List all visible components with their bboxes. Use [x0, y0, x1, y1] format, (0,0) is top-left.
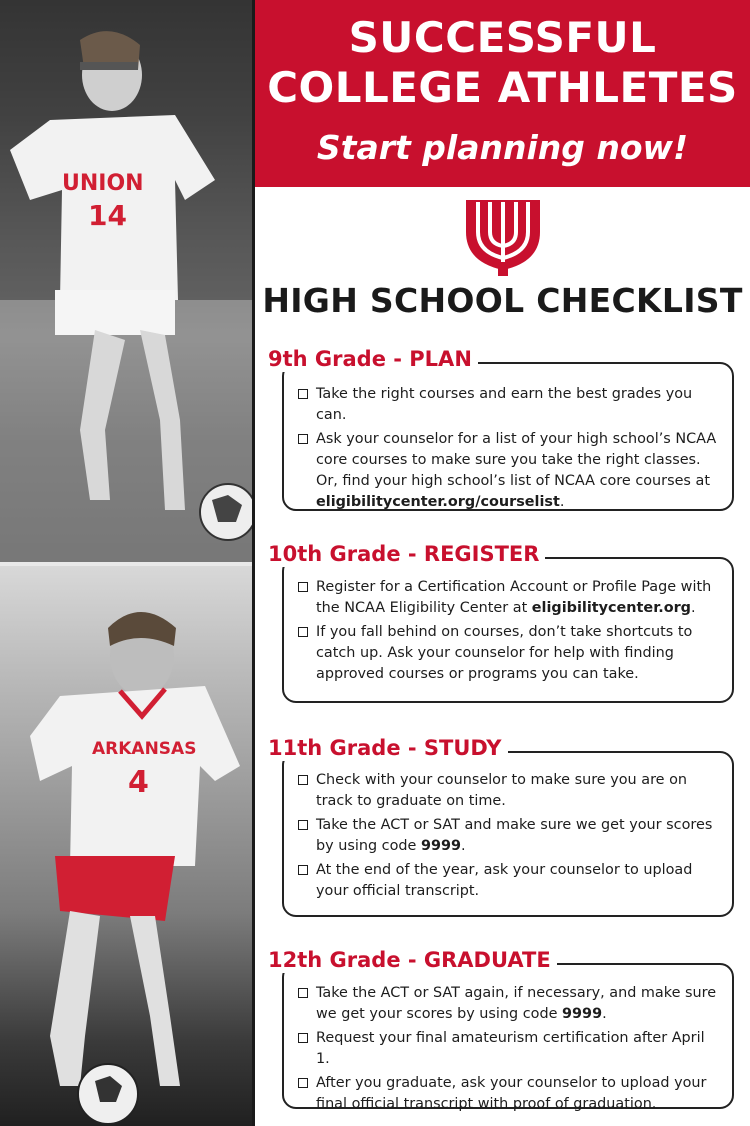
checklist-item: Request your final amateurism certification after April 1.	[298, 1028, 720, 1070]
checklist-item: Check with your counselor to make sure you are on track to graduate on time.	[298, 770, 720, 812]
checkbox-icon	[298, 820, 308, 830]
checklist-item: Ask your counselor for a list of your high school’s NCAA core courses to make sure you take the right classes. Or, find your high school’s list of NCAA core courses at eligibilitycenter.org/courselist.	[298, 429, 720, 513]
checklist-item: After you graduate, ask your counselor to upload your final official transcript with proof of graduation.	[298, 1073, 720, 1115]
checklist-item: Take the right courses and earn the best grades you can.	[298, 384, 720, 426]
checkbox-icon	[298, 434, 308, 444]
checklist-item: Take the ACT or SAT again, if necessary, and make sure we get your scores by using code 9999.	[298, 983, 720, 1025]
utah-logo-icon	[462, 196, 544, 276]
checklist-item: Take the ACT or SAT and make sure we get your scores by using code 9999.	[298, 815, 720, 857]
photo-divider	[0, 562, 252, 566]
jersey-text-arkansas: ARKANSAS	[92, 739, 197, 759]
checkbox-icon	[298, 865, 308, 875]
section-11th-grade	[264, 735, 734, 917]
code-9999: 9999	[562, 1006, 603, 1022]
photo-column	[0, 0, 252, 1126]
courselist-link: eligibilitycenter.org/courselist	[316, 494, 560, 510]
union-player-illustration	[0, 0, 252, 562]
checkbox-icon	[298, 1033, 308, 1043]
checkbox-icon	[298, 775, 308, 785]
banner-tagline: Start planning now!	[316, 128, 689, 167]
section-9th-grade	[264, 346, 734, 511]
section-heading: 11th Grade - STUDY	[268, 735, 508, 761]
checkbox-icon	[298, 389, 308, 399]
banner-title-line1: SUCCESSFUL	[348, 13, 657, 62]
header-banner	[255, 0, 750, 187]
checklist-item: At the end of the year, ask your counselor to upload your official transcript.	[298, 860, 720, 902]
jersey-text-union: UNION	[62, 171, 144, 196]
section-heading: 9th Grade - PLAN	[268, 346, 478, 372]
eligibility-link: eligibilitycenter.org	[531, 600, 691, 616]
banner-title-line2: COLLEGE ATHLETES	[267, 63, 738, 112]
arkansas-player-illustration	[0, 566, 252, 1126]
section-heading: 12th Grade - GRADUATE	[268, 947, 557, 973]
checkbox-icon	[298, 627, 308, 637]
checkbox-icon	[298, 1078, 308, 1088]
photo-union-player	[0, 0, 252, 562]
checklist-title: HIGH SCHOOL CHECKLIST	[262, 281, 743, 320]
photo-arkansas-player	[0, 566, 252, 1126]
section-12th-grade	[264, 947, 734, 1112]
section-heading: 10th Grade - REGISTER	[268, 541, 545, 567]
checklist-item: Register for a Certification Account or Profile Page with the NCAA Eligibility Center at eligibilitycenter.org.	[298, 577, 720, 619]
checklist-item: If you fall behind on courses, don’t take shortcuts to catch up. Ask your counselor for help with finding approved courses or programs you can take.	[298, 622, 720, 685]
section-10th-grade	[264, 541, 734, 703]
jersey-number-4: 4	[128, 765, 149, 800]
code-9999: 9999	[420, 838, 462, 854]
checkbox-icon	[298, 582, 308, 592]
checkbox-icon	[298, 988, 308, 998]
jersey-number-14: 14	[88, 199, 127, 232]
